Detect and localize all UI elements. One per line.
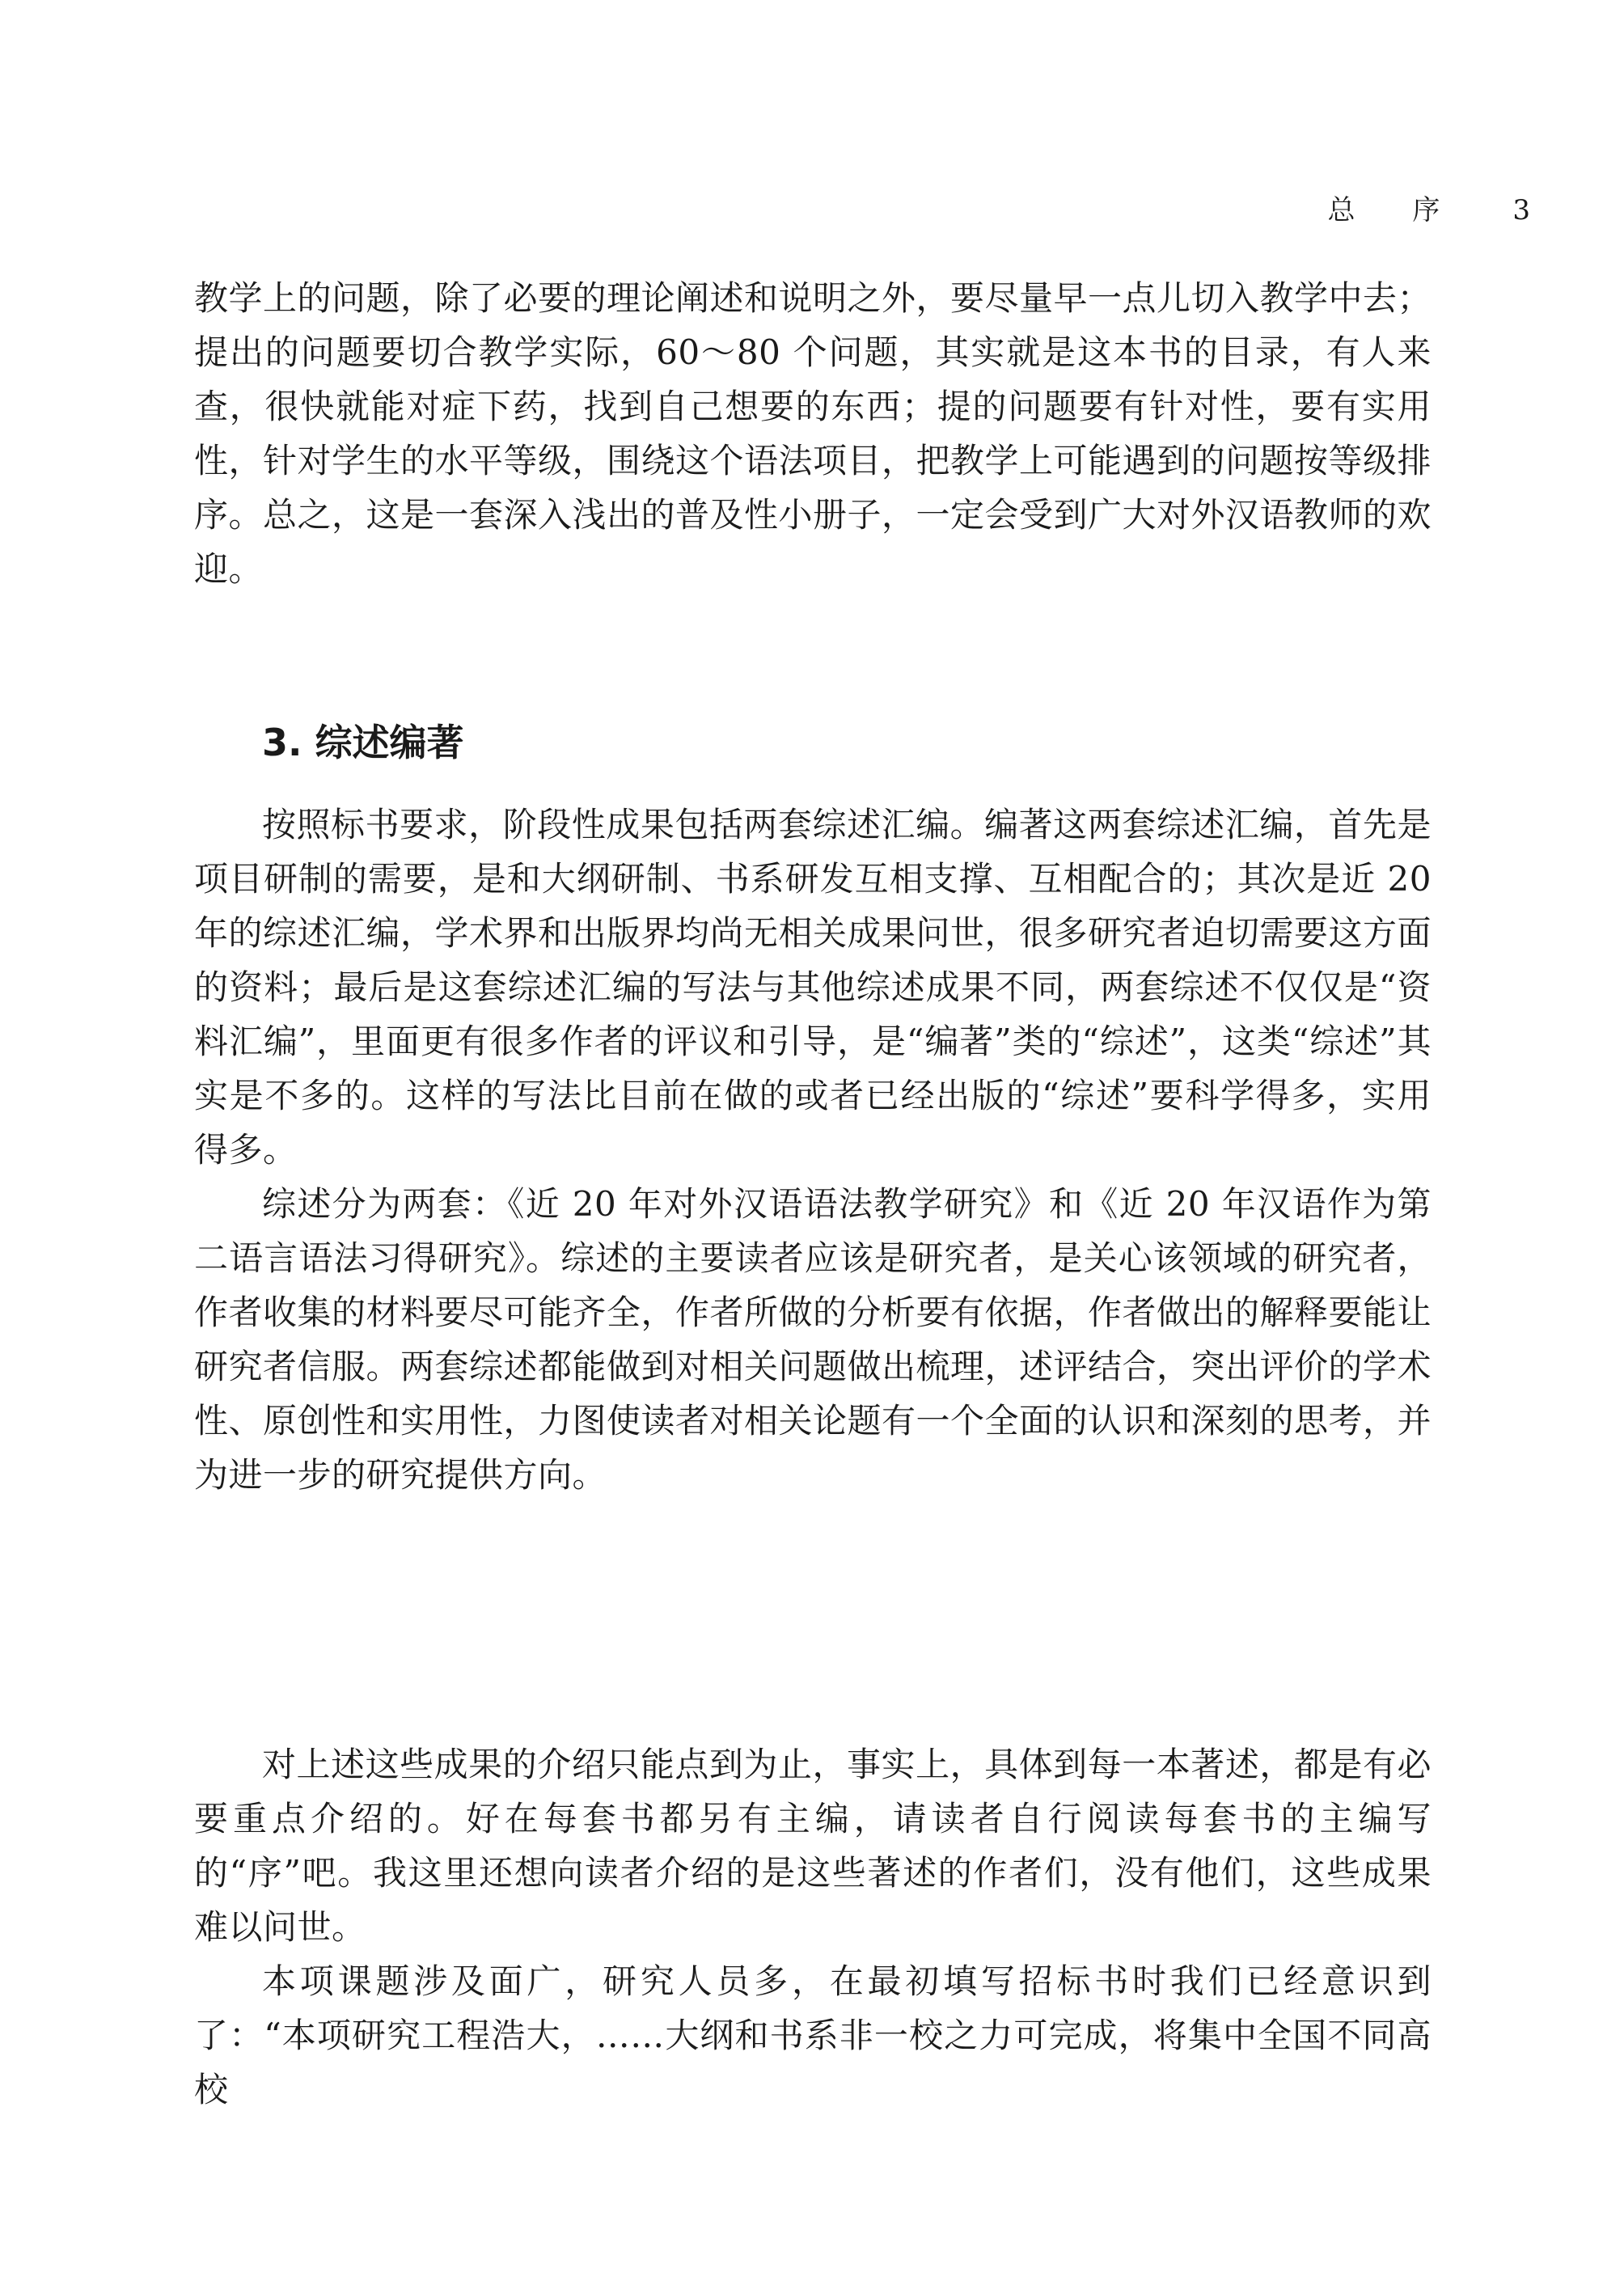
paragraph: 按照标书要求，阶段性成果包括两套综述汇编。编著这两套综述汇编，首先是项目研制的需要，是和大纲研制、书系研发互相支撑、互相配合的；其次是近 20 年的综述汇编，学术界和出版界均尚无相关成果问世，很多研究者迫切需要这方面的资料；最后是这套综述汇编的写法与其他综述成果不同，两套综述不仅仅是“资料汇编”，里面更有很多作者的评议和引导，是“编著”类的“综述”，这类“综述”其实是不多的。这样的写法比目前在做的或者已经出版的“综述”要科学得多，实用得多。 — [194, 805, 1432, 1170]
section-review-compilation — [194, 797, 1432, 1502]
page-number: 3 — [1512, 194, 1532, 226]
running-header — [1328, 188, 1532, 227]
paragraph: 本项课题涉及面广，研究人员多，在最初填写招标书时我们已经意识到了：“本项研究工程浩大，……大纲和书系非一校之力可完成，将集中全国不同高校 — [194, 1961, 1432, 2109]
section-continued — [194, 271, 1432, 596]
paragraph: 对上述这些成果的介绍只能点到为止，事实上，具体到每一本著述，都是有必要重点介绍的。好在每套书都另有主编，请读者自行阅读每套书的主编写的“序”吧。我这里还想向读者介绍的是这些著述的作者们，没有他们，这些成果难以问世。 — [194, 1745, 1432, 1947]
section-heading: 3. 综述编著 — [262, 721, 464, 764]
paragraph-continued: 教学上的问题，除了必要的理论阐述和说明之外，要尽量早一点儿切入教学中去；提出的问题要切合教学实际，60～80 个问题，其实就是这本书的目录，有人来查，很快就能对症下药，找到自己想要的东西；提的问题要有针对性，要有实用性，针对学生的水平等级，围绕这个语法项目，把教学上可能遇到的问题按等级排序。总之，这是一套深入浅出的普及性小册子，一定会受到广大对外汉语教师的欢迎。 — [194, 278, 1432, 589]
section-closing — [194, 1737, 1432, 2117]
paragraph: 综述分为两套：《近 20 年对外汉语语法教学研究》和《近 20 年汉语作为第二语言语法习得研究》。综述的主要读者应该是研究者，是关心该领域的研究者，作者收集的材料要尽可能齐全，作者所做的分析要有依据，作者做出的解释要能让研究者信服。两套综述都能做到对相关问题做出梳理，述评结合，突出评价的学术性、原创性和实用性，力图使读者对相关论题有一个全面的认识和深刻的思考，并为进一步的研究提供方向。 — [194, 1184, 1432, 1495]
chapter-title: 总 序 — [1327, 194, 1465, 226]
